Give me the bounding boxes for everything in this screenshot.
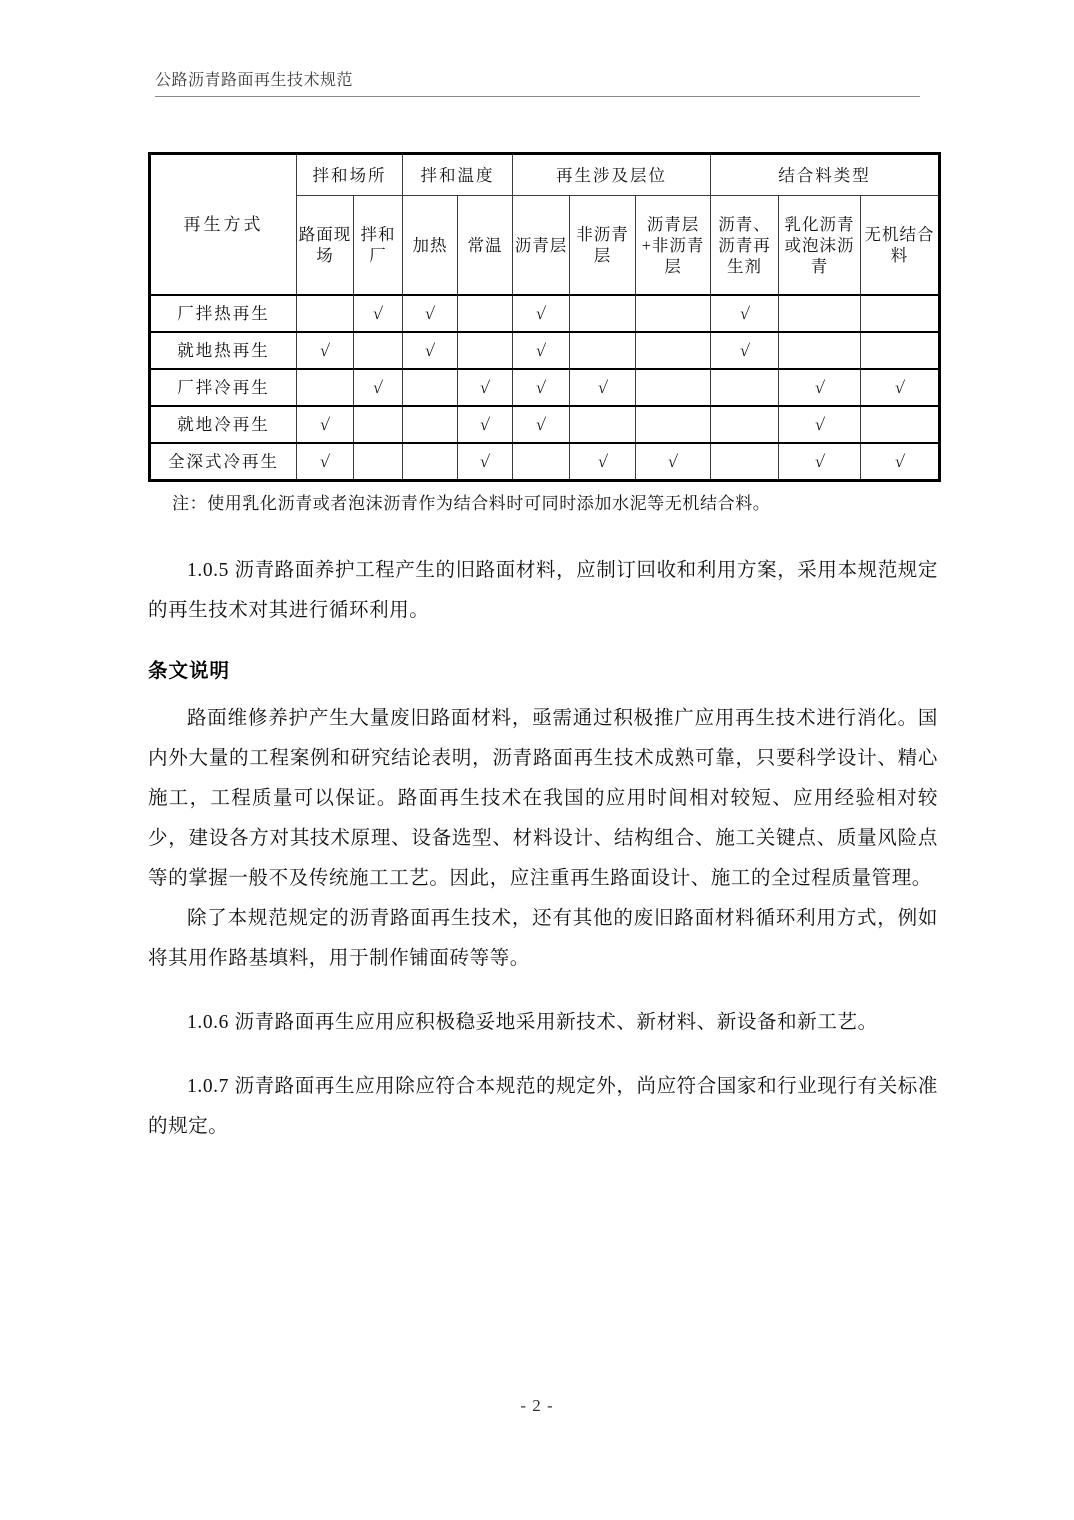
check-icon: √	[535, 415, 547, 434]
table-row	[150, 369, 940, 406]
table-body	[150, 295, 940, 481]
table-cell-empty	[354, 332, 403, 369]
table-col-plant: 拌和厂	[354, 196, 403, 296]
table-cell-empty	[636, 406, 711, 443]
table-group-binder-type: 结合料类型	[711, 154, 940, 196]
table-col-asphalt-rejuvenator: 沥青、沥青再生剂	[711, 196, 779, 296]
table-col-onsite: 路面现场	[297, 196, 354, 296]
table-cell-check	[570, 369, 636, 406]
table-cell-empty	[779, 332, 861, 369]
check-icon: √	[893, 378, 906, 397]
spacer	[148, 689, 938, 699]
spacer	[148, 517, 938, 551]
table-cell-empty	[861, 332, 940, 369]
table-row	[150, 332, 940, 369]
table-cell-check	[779, 369, 861, 406]
table-cell-empty	[711, 443, 779, 481]
table-cell-check	[458, 369, 513, 406]
table-row	[150, 295, 940, 332]
table-cell-empty	[711, 369, 779, 406]
check-icon: √	[535, 378, 547, 397]
table-cell-method: 就地冷再生	[150, 406, 297, 443]
clause-1-0-7: 1.0.7 沥青路面再生应用除应符合本规范的规定外，尚应符合国家和行业现行有关标准的规定。	[148, 1076, 938, 1137]
explanation-paragraph-2: 除了本规范规定的沥青路面再生技术，还有其他的废旧路面材料循环利用方式，例如将其用作路基填料，用于制作铺面砖等等。	[148, 908, 938, 969]
table-cell-check	[513, 332, 570, 369]
table-cell-empty	[779, 295, 861, 332]
table-row-header-label: 再生方式	[150, 154, 297, 296]
table-cell-empty	[861, 406, 940, 443]
check-icon: √	[372, 378, 384, 397]
table-cell-method: 就地热再生	[150, 332, 297, 369]
table-cell-check	[711, 332, 779, 369]
check-icon: √	[813, 452, 826, 471]
spacer	[148, 631, 938, 655]
clause-1-0-6: 1.0.6 沥青路面再生应用应积极稳妥地采用新技术、新材料、新设备和新工艺。	[187, 1012, 878, 1033]
table-group-mixing-temperature: 拌和温度	[403, 154, 513, 196]
table-col-non-asphalt-layer: 非沥青层	[570, 196, 636, 296]
explanation-heading: 条文说明	[148, 661, 231, 682]
check-icon: √	[479, 452, 491, 471]
table-cell-check	[779, 406, 861, 443]
table-cell-check	[458, 406, 513, 443]
table-cell-empty	[297, 369, 354, 406]
check-icon: √	[738, 304, 751, 323]
table-cell-check	[354, 369, 403, 406]
running-header	[155, 70, 920, 97]
check-icon: √	[893, 452, 906, 471]
table-cell-empty	[354, 406, 403, 443]
table-col-ambient: 常温	[458, 196, 513, 296]
table-cell-empty	[570, 406, 636, 443]
check-icon: √	[319, 452, 331, 471]
running-header-rule	[155, 96, 920, 97]
table-cell-check	[403, 295, 458, 332]
check-icon: √	[479, 378, 491, 397]
table-col-asphalt-and-non-asphalt-layer: 沥青层+非沥青层	[636, 196, 711, 296]
check-icon: √	[424, 341, 436, 360]
table-row	[150, 443, 940, 481]
table-cell-check	[513, 406, 570, 443]
check-icon: √	[667, 452, 679, 471]
spacer	[148, 1043, 938, 1067]
table-group-mixing-place: 拌和场所	[297, 154, 403, 196]
table-group-layers: 再生涉及层位	[513, 154, 711, 196]
table-cell-method: 全深式冷再生	[150, 443, 297, 481]
table-head	[150, 154, 940, 296]
table-cell-check	[636, 443, 711, 481]
table-cell-check	[458, 443, 513, 481]
table-cell-check	[570, 443, 636, 481]
table-note: 注：使用乳化沥青或者泡沫沥青作为结合料时可同时添加水泥等无机结合料。	[172, 494, 771, 513]
table-cell-check	[513, 369, 570, 406]
table-cell-check	[513, 295, 570, 332]
table-cell-check	[297, 406, 354, 443]
check-icon: √	[372, 304, 384, 323]
table-cell-check	[297, 332, 354, 369]
table-cell-empty	[354, 443, 403, 481]
table-cell-empty	[636, 332, 711, 369]
check-icon: √	[424, 304, 436, 323]
table-cell-check	[861, 443, 940, 481]
check-icon: √	[596, 378, 609, 397]
table-cell-check	[403, 332, 458, 369]
table-cell-method: 厂拌热再生	[150, 295, 297, 332]
table-cell-empty	[403, 443, 458, 481]
explanation-paragraph-1: 路面维修养护产生大量废旧路面材料，亟需通过积极推广应用再生技术进行消化。国内外大量的工程案例和研究结论表明，沥青路面再生技术成熟可靠，只要科学设计、精心施工，工程质量可以保证。路面再生技术在我国的应用时间相对较短、应用经验相对较少，建设各方对其技术原理、设备选型、材料设计、结构组合、施工关键点、质量风险点等的掌握一般不及传统施工工艺。因此，应注重再生路面设计、施工的全过程质量管理。	[148, 708, 938, 889]
table-cell-check	[779, 443, 861, 481]
check-icon: √	[479, 415, 491, 434]
check-icon: √	[596, 452, 609, 471]
table-cell-empty	[570, 332, 636, 369]
table-cell-empty	[636, 295, 711, 332]
table-cell-empty	[570, 295, 636, 332]
table-cell-empty	[711, 406, 779, 443]
table-cell-empty	[297, 295, 354, 332]
table-cell-empty	[513, 443, 570, 481]
table-cell-check	[711, 295, 779, 332]
table-cell-check	[354, 295, 403, 332]
table-group-header-row	[150, 154, 940, 196]
recycling-methods-table	[148, 152, 941, 482]
table-cell-method: 厂拌冷再生	[150, 369, 297, 406]
running-header-title: 公路沥青路面再生技术规范	[155, 72, 354, 89]
table-row	[150, 406, 940, 443]
clause-1-0-5: 1.0.5 沥青路面养护工程产生的旧路面材料，应制订回收和利用方案，采用本规范规定的再生技术对其进行循环利用。	[148, 560, 938, 621]
table-col-inorganic-binder: 无机结合料	[861, 196, 940, 296]
table-cell-empty	[458, 332, 513, 369]
check-icon: √	[738, 341, 751, 360]
table-col-emulsified-or-foamed-asphalt: 乳化沥青或泡沫沥青	[779, 196, 861, 296]
check-icon: √	[813, 415, 826, 434]
table-col-asphalt-layer: 沥青层	[513, 196, 570, 296]
page-content	[148, 152, 938, 1147]
table-cell-check	[297, 443, 354, 481]
table-cell-check	[861, 369, 940, 406]
page-footer	[0, 1396, 1074, 1416]
check-icon: √	[535, 341, 547, 360]
page-number: - 2 -	[520, 1396, 554, 1415]
table-cell-empty	[458, 295, 513, 332]
table-col-heated: 加热	[403, 196, 458, 296]
table-cell-empty	[861, 295, 940, 332]
check-icon: √	[319, 341, 331, 360]
check-icon: √	[319, 415, 331, 434]
table-cell-empty	[403, 406, 458, 443]
spacer	[148, 979, 938, 1003]
table-cell-empty	[636, 369, 711, 406]
check-icon: √	[813, 378, 826, 397]
check-icon: √	[535, 304, 547, 323]
table-cell-empty	[403, 369, 458, 406]
